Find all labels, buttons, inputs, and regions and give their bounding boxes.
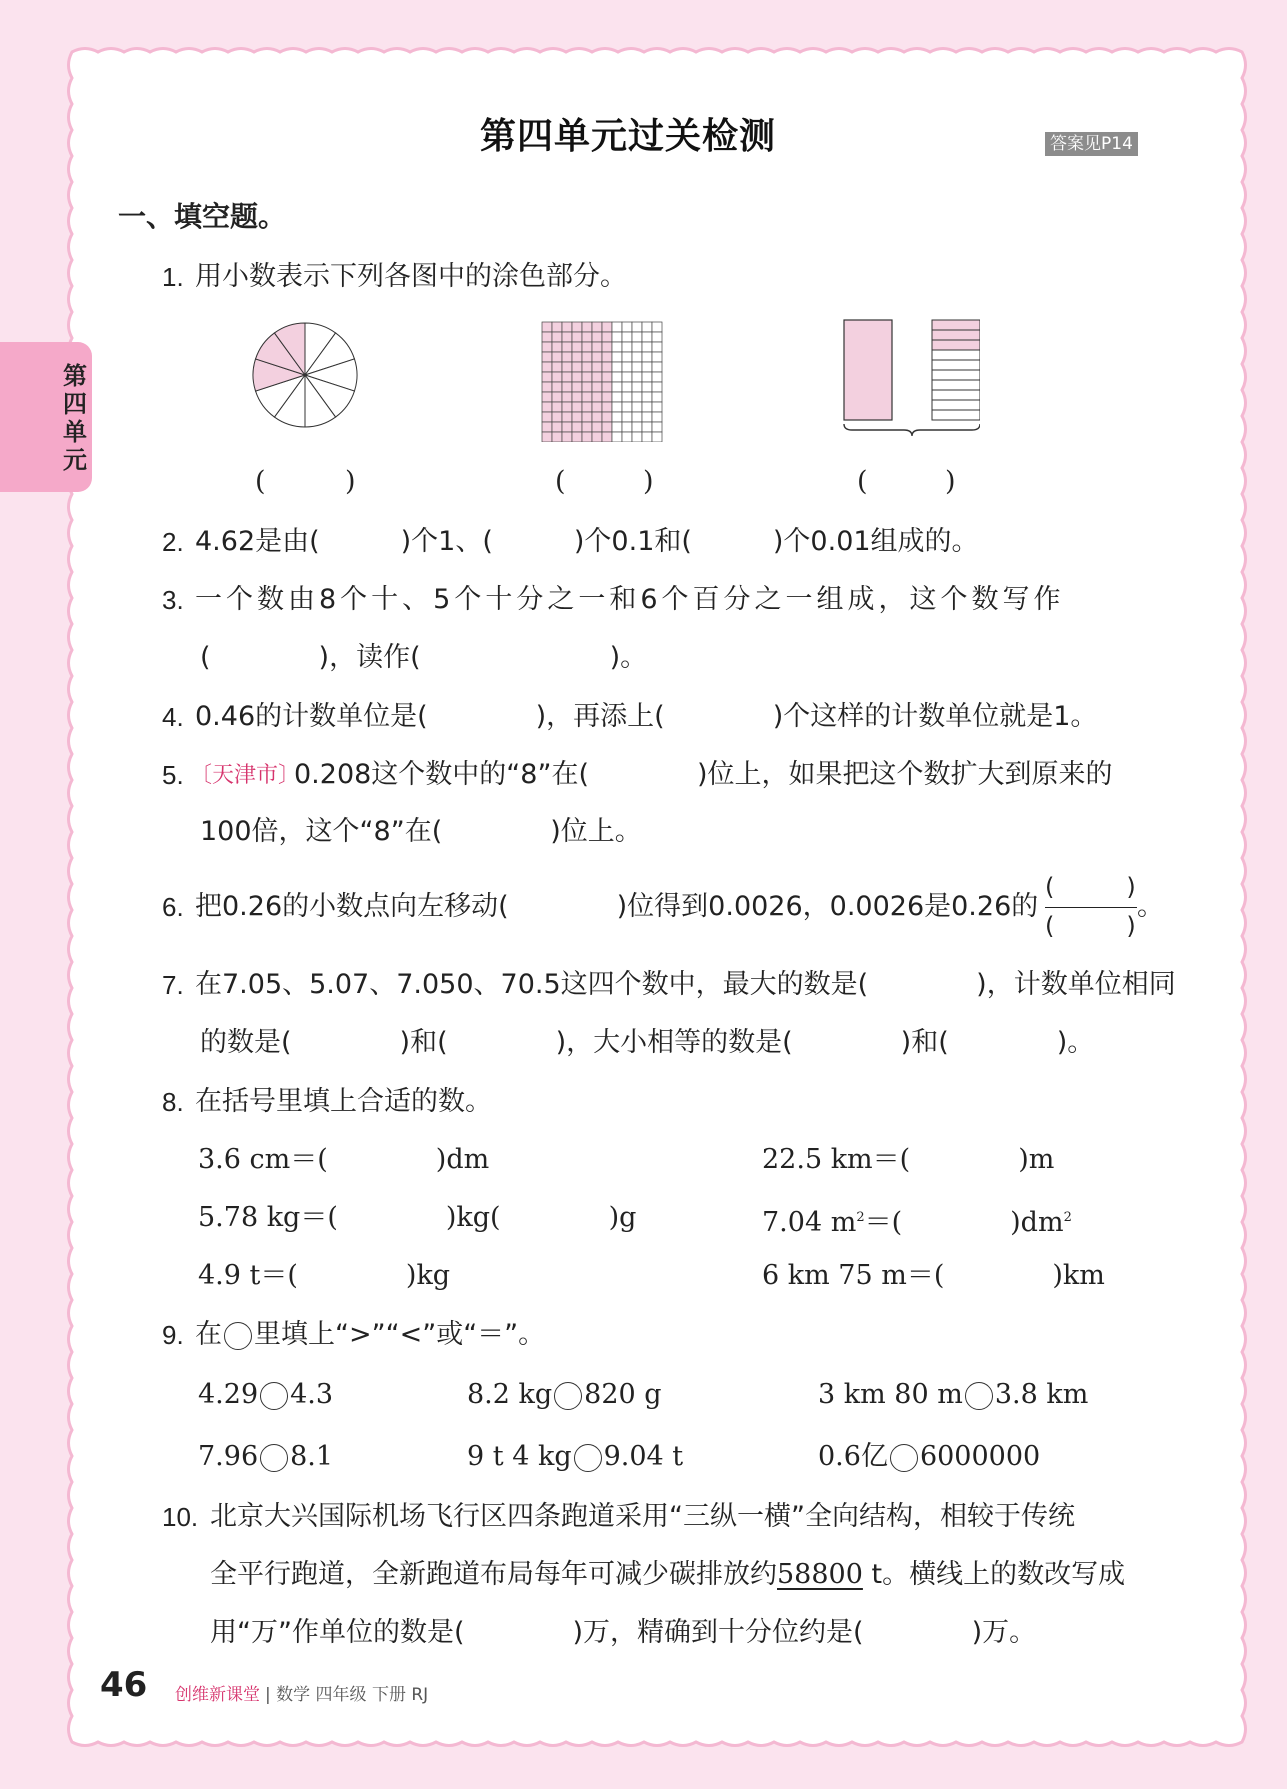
q7-line1: 在7.05、5.07、7.050、70.5这四个数中，最大的数是( )，计数单位相同 xyxy=(195,969,1176,1000)
q3-number: 3. xyxy=(162,585,184,615)
grid-cell xyxy=(582,432,592,442)
grid-cell xyxy=(612,422,622,432)
grid-cell xyxy=(542,422,552,432)
grid-cell xyxy=(642,422,652,432)
grid-cell xyxy=(642,322,652,332)
grid-cell xyxy=(582,402,592,412)
grid-cell xyxy=(632,392,642,402)
q9-item-1: 4.29 4.3 xyxy=(198,1379,334,1410)
q1-text: 用小数表示下列各图中的涂色部分。 xyxy=(195,261,627,292)
grid-cell xyxy=(602,332,612,342)
compare-circle-icon xyxy=(224,1322,252,1350)
grid-cell xyxy=(552,342,562,352)
grid-cell xyxy=(572,382,582,392)
grid-cell xyxy=(602,362,612,372)
grid-cell xyxy=(542,392,552,402)
grid-cell xyxy=(592,382,602,392)
q8-item-6: 6 km 75 m＝( )km xyxy=(762,1260,1105,1291)
grid-cell xyxy=(612,432,622,442)
grid-cell xyxy=(542,382,552,392)
grid-cell xyxy=(582,372,592,382)
grid-cell xyxy=(542,322,552,332)
grid-cell xyxy=(622,392,632,402)
grid-cell xyxy=(542,432,552,442)
grid-cell xyxy=(582,392,592,402)
grid-cell xyxy=(612,412,622,422)
grid-cell xyxy=(562,402,572,412)
grid-cell xyxy=(642,362,652,372)
q5-line2: 100倍，这个“8”在( )位上。 xyxy=(200,816,642,847)
grid-cell xyxy=(592,402,602,412)
grid-cell xyxy=(602,402,612,412)
q4-number: 4. xyxy=(162,702,184,732)
grid-cell xyxy=(562,332,572,342)
q9-item-6: 0.6亿 6000000 xyxy=(818,1441,1041,1472)
q6-fraction-numerator: ( ) xyxy=(1045,873,1136,901)
q3-line1: 一个数由8个十、5个十分之一和6个百分之一组成，这个数写作 xyxy=(195,584,1065,615)
answer-circle[interactable] xyxy=(574,1444,602,1472)
grid-cell xyxy=(592,352,602,362)
grid-cell xyxy=(592,392,602,402)
page-number: 46 xyxy=(100,1665,148,1705)
q9-text: 在 里填上“>”“<”或“＝”。 xyxy=(195,1319,546,1350)
grid-cell xyxy=(572,392,582,402)
grid-cell xyxy=(572,342,582,352)
grid-cell xyxy=(552,352,562,362)
grid-cell xyxy=(602,372,612,382)
grid-cell xyxy=(552,402,562,412)
q10-number: 10. xyxy=(162,1502,199,1532)
grid-cell xyxy=(622,412,632,422)
grid-cell xyxy=(552,422,562,432)
grid-cell xyxy=(622,352,632,362)
grid-cell xyxy=(642,392,652,402)
grid-cell xyxy=(642,382,652,392)
q6-fraction-bar xyxy=(1045,907,1137,908)
grid-cell xyxy=(652,412,662,422)
grid-cell xyxy=(602,322,612,332)
grid-cell xyxy=(652,422,662,432)
grid-cell xyxy=(652,352,662,362)
grid-cell xyxy=(622,322,632,332)
answer-circle[interactable] xyxy=(890,1444,918,1472)
grid-cell xyxy=(602,392,612,402)
grid-cell xyxy=(652,372,662,382)
q2-number: 2. xyxy=(162,527,184,557)
q2-text: 4.62是由( )个1、( )个0.1和( )个0.01组成的。 xyxy=(195,526,979,557)
grid-cell xyxy=(542,372,552,382)
q1-blank-b-close: ) xyxy=(643,466,654,497)
grid-cell xyxy=(552,372,562,382)
grid-cell xyxy=(622,422,632,432)
grid-cell xyxy=(562,432,572,442)
grid-cell xyxy=(642,352,652,362)
grid-cell xyxy=(592,412,602,422)
grid-cell xyxy=(592,422,602,432)
q8-text: 在括号里填上合适的数。 xyxy=(195,1086,492,1117)
grid-cell xyxy=(632,332,642,342)
grid-cell xyxy=(622,402,632,412)
grid-cell xyxy=(652,432,662,442)
grid-cell xyxy=(582,322,592,332)
grid-cell xyxy=(652,362,662,372)
grid-cell xyxy=(572,332,582,342)
grid-cell xyxy=(582,352,592,362)
grid-cell xyxy=(612,342,622,352)
footer-book-info: | 数学 四年级 下册 RJ xyxy=(265,1685,429,1705)
grid-cell xyxy=(602,412,612,422)
grid-cell xyxy=(622,342,632,352)
grid-cell xyxy=(552,322,562,332)
q5-region-tag: 〔天津市〕 xyxy=(190,763,301,788)
grid-cell xyxy=(632,372,642,382)
page-title: 第四单元过关检测 xyxy=(480,116,777,157)
grid-cell xyxy=(652,342,662,352)
grid-cell xyxy=(642,432,652,442)
q5-number: 5. xyxy=(162,760,184,790)
answer-circle[interactable] xyxy=(965,1382,993,1410)
footer-brand: 创维新课堂 xyxy=(175,1685,260,1705)
grid-cell xyxy=(632,362,642,372)
grid-cell xyxy=(562,422,572,432)
grid-cell xyxy=(542,332,552,342)
q9-item-5: 9 t 4 kg 9.04 t xyxy=(467,1441,684,1472)
q1-blank-c-close: ) xyxy=(945,466,956,497)
strip-cell xyxy=(932,410,980,420)
grid-cell xyxy=(652,322,662,332)
q6-fraction-denominator: ( ) xyxy=(1045,912,1136,940)
grid-cell xyxy=(582,412,592,422)
grid-cell xyxy=(602,432,612,442)
q8-number: 8. xyxy=(162,1087,184,1117)
grid-cell xyxy=(592,342,602,352)
q7-line2: 的数是( )和( )，大小相等的数是( )和( )。 xyxy=(200,1027,1095,1058)
grid-cell xyxy=(612,372,622,382)
grid-cell xyxy=(592,372,602,382)
grid-cell xyxy=(552,382,562,392)
grid-cell xyxy=(622,362,632,372)
grid-cell xyxy=(632,402,642,412)
strip-cell xyxy=(932,360,980,370)
q9-number: 9. xyxy=(162,1320,184,1350)
grid-cell xyxy=(582,332,592,342)
grid-cell xyxy=(622,332,632,342)
grid-cell xyxy=(642,332,652,342)
section-heading: 一、填空题。 xyxy=(118,200,287,233)
q1-number: 1. xyxy=(162,262,184,292)
grid-cell xyxy=(622,432,632,442)
grid-cell xyxy=(602,382,612,392)
grid-cell xyxy=(612,382,622,392)
grid-cell xyxy=(632,342,642,352)
q1-blank-a-open: ( xyxy=(255,466,266,497)
q7-number: 7. xyxy=(162,970,184,1000)
grid-cell xyxy=(642,372,652,382)
q3-line2: ( )，读作( )。 xyxy=(200,642,648,673)
grid-cell xyxy=(562,352,572,362)
grid-cell xyxy=(572,352,582,362)
grid-cell xyxy=(542,412,552,422)
grid-cell xyxy=(652,332,662,342)
grid-cell xyxy=(632,412,642,422)
grid-cell xyxy=(612,332,622,342)
grid-cell xyxy=(632,352,642,362)
q8-item-1: 3.6 cm＝( )dm xyxy=(198,1144,490,1175)
grid-cell xyxy=(562,412,572,422)
answer-circle[interactable] xyxy=(260,1382,288,1410)
q5-line1: 0.208这个数中的“8”在( )位上，如果把这个数扩大到原来的 xyxy=(294,759,1113,790)
grid-cell xyxy=(612,322,622,332)
grid-cell xyxy=(642,342,652,352)
answer-reference-badge: 答案见P14 xyxy=(1045,132,1138,156)
strip-cell xyxy=(932,320,980,330)
grid-cell xyxy=(602,342,612,352)
grid-cell xyxy=(572,412,582,422)
strip-cell xyxy=(932,400,980,410)
brace-icon xyxy=(844,424,980,436)
grid-cell xyxy=(572,372,582,382)
grid-cell xyxy=(642,402,652,412)
shaded-circle-figure xyxy=(250,320,360,430)
q6-period: 。 xyxy=(1137,891,1164,922)
shaded-bar-figure xyxy=(840,318,980,440)
q1-blank-a-close: ) xyxy=(345,466,356,497)
grid-cell xyxy=(562,372,572,382)
grid-cell xyxy=(562,322,572,332)
grid-cell xyxy=(582,362,592,372)
grid-cell xyxy=(622,372,632,382)
grid-cell xyxy=(572,422,582,432)
q10-line2: 全平行跑道，全新跑道布局每年可减少碳排放约58800 t。横线上的数改写成 xyxy=(210,1559,1126,1590)
strip-cell xyxy=(932,340,980,350)
q9-item-3: 3 km 80 m 3.8 km xyxy=(818,1379,1089,1410)
q6-text: 把0.26的小数点向左移动( )位得到0.0026，0.0026是0.26的 xyxy=(195,891,1039,922)
q8-item-3: 5.78 kg＝( )kg( )g xyxy=(198,1202,637,1233)
answer-circle[interactable] xyxy=(554,1382,582,1410)
grid-cell xyxy=(572,432,582,442)
grid-cell xyxy=(572,362,582,372)
q1-blank-b-open: ( xyxy=(555,466,566,497)
grid-cell xyxy=(592,362,602,372)
q8-item-4: 7.04 $m^2=$( )$dm^2$ xyxy=(762,1207,1072,1238)
grid-cell xyxy=(632,422,642,432)
grid-cell xyxy=(542,402,552,412)
strip-cell xyxy=(932,350,980,360)
q6-number: 6. xyxy=(162,892,184,922)
grid-cell xyxy=(582,422,592,432)
grid-cell xyxy=(562,342,572,352)
grid-cell xyxy=(552,362,562,372)
grid-cell xyxy=(552,412,562,422)
grid-cell xyxy=(562,362,572,372)
answer-circle[interactable] xyxy=(260,1444,288,1472)
q9-item-4: 7.96 8.1 xyxy=(198,1441,334,1472)
q10-line3: 用“万”作单位的数是( )万，精确到十分位约是( )万。 xyxy=(210,1617,1037,1648)
q1-blank-c-open: ( xyxy=(857,466,868,497)
grid-cell xyxy=(562,392,572,402)
grid-cell xyxy=(582,342,592,352)
q8-item-2: 22.5 km＝( )m xyxy=(762,1144,1055,1175)
grid-cell xyxy=(632,432,642,442)
grid-cell xyxy=(582,382,592,392)
grid-cell xyxy=(652,392,662,402)
grid-cell xyxy=(592,332,602,342)
grid-cell xyxy=(632,322,642,332)
side-tab-label: 第四单元 xyxy=(63,362,87,474)
q10-line1: 北京大兴国际机场飞行区四条跑道采用“三纵一横”全向结构，相较于传统 xyxy=(210,1501,1075,1532)
grid-cell xyxy=(612,402,622,412)
grid-cell xyxy=(612,352,622,362)
grid-cell xyxy=(652,402,662,412)
grid-cell xyxy=(602,422,612,432)
strip-cell xyxy=(932,370,980,380)
grid-cell xyxy=(542,352,552,362)
grid-cell xyxy=(572,322,582,332)
grid-cell xyxy=(592,322,602,332)
grid-cell xyxy=(622,382,632,392)
grid-cell xyxy=(592,432,602,442)
grid-cell xyxy=(542,362,552,372)
grid-cell xyxy=(652,382,662,392)
q8-item-5: 4.9 t＝( )kg xyxy=(198,1260,451,1291)
strip-cell xyxy=(932,380,980,390)
grid-cell xyxy=(612,392,622,402)
strip-cell xyxy=(932,330,980,340)
grid-cell xyxy=(542,342,552,352)
grid-cell xyxy=(552,432,562,442)
grid-cell xyxy=(632,382,642,392)
grid-cell xyxy=(602,352,612,362)
grid-cell xyxy=(552,392,562,402)
q4-text: 0.46的计数单位是( )，再添上( )个这样的计数单位就是1。 xyxy=(195,701,1098,732)
grid-cell xyxy=(612,362,622,372)
grid-cell xyxy=(572,402,582,412)
grid-cell xyxy=(552,332,562,342)
strip-cell xyxy=(932,390,980,400)
grid-cell xyxy=(642,412,652,422)
grid-cell xyxy=(562,382,572,392)
q9-item-2: 8.2 kg 820 g xyxy=(467,1379,662,1410)
shaded-grid-figure xyxy=(540,320,664,442)
whole-shaded-bar xyxy=(844,320,892,420)
